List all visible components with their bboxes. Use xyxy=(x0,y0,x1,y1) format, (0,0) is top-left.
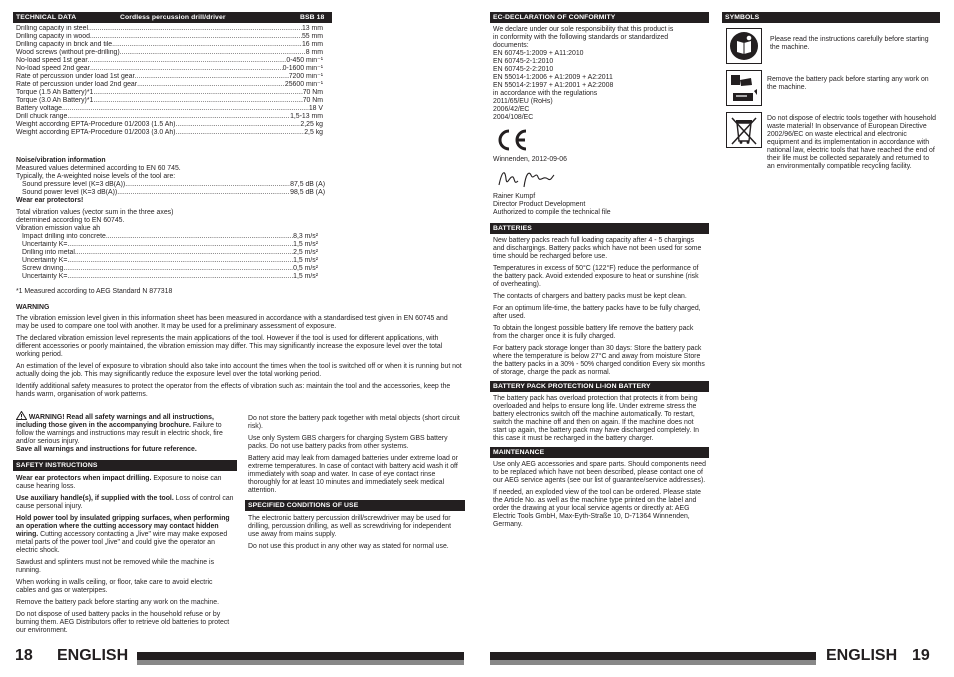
ec-line: in conformity with the following standards or standardized xyxy=(493,34,669,41)
maintenance-paragraph: If needed, an exploded view of the tool can be ordered. Please state the Article No. as well as the machine type printed on the label and order the drawing at your local service agents or directly at: AEG Electric Tools GmbH, Max-Eyth-Straße 10, D-71364 Winnenden, Germany. xyxy=(493,489,702,528)
condition-item: Do not use this product in any other way as stated for normal use. xyxy=(248,543,449,550)
row-label: Drilling capacity in wood xyxy=(16,33,90,40)
signatory-role: Director Product Development xyxy=(493,201,586,208)
row-value: 8,3 m/s² xyxy=(293,233,318,240)
row-label: Wood screws (without pre-drilling) xyxy=(16,49,120,56)
data-row xyxy=(16,41,323,49)
footer-rule xyxy=(490,652,816,660)
row-label: Impact drilling into concrete xyxy=(22,233,106,240)
data-row xyxy=(16,89,323,97)
battery-paragraph: Temperatures in excess of 50°C (122°F) reduce the performance of the battery pack. Avoid extended exposure to heat or sunshine (risk of overheating). xyxy=(493,265,699,288)
battery-paragraph: For battery pack storage longer than 30 days: Store the battery pack where the temperature is below 27°C and away from moisture Store the battery packs in a 30% - 50% charged condition Every six months of storage, charge the pack as normal. xyxy=(493,345,705,376)
product-name: Cordless percussion drill/driver xyxy=(120,14,226,21)
model-name: BSB 18 xyxy=(300,14,325,21)
row-label: Uncertainty K= xyxy=(22,257,68,264)
row-value: 70 Nm xyxy=(302,89,323,96)
safety-item: Remove the battery pack before starting any work on the machine. xyxy=(16,599,219,606)
battery-paragraph: To obtain the longest possible battery life remove the battery pack from the charger once it is fully charged. xyxy=(493,325,694,340)
row-value: 87,5 dB (A) xyxy=(290,181,325,188)
vibration-table xyxy=(16,233,318,281)
safety-item: Wear ear protectors when impact drilling. Exposure to noise can cause hearing loss. xyxy=(16,475,222,490)
ec-line: We declare under our sole responsibility that this product is xyxy=(493,26,674,33)
symbol-description: Remove the battery pack before starting any work on the machine. xyxy=(767,76,929,91)
data-row xyxy=(16,81,323,89)
technical-data-table xyxy=(16,25,323,137)
row-value: 25600 min⁻¹ xyxy=(284,81,323,88)
technical-data-title: TECHNICAL DATA xyxy=(16,14,77,21)
safety-item: Use auxiliary handle(s), if supplied with the tool. Loss of control can cause personal injury. xyxy=(16,495,234,510)
warning-paragraph: The declared vibration emission level represents the main applications of the tool. However if the tool is used for different applications, with different accessories or poorly maintained, the vibration emission may differ. This may significantly increase the exposure level over the total working period. xyxy=(16,335,443,358)
maintenance-header: MAINTENANCE xyxy=(490,447,709,458)
data-row xyxy=(16,33,323,41)
symbol-description: Please read the instructions carefully before starting the machine. xyxy=(770,36,929,51)
symbol-description: Do not dispose of electric tools together with household waste material! In observance of European Directive 2002/96/EC on waste electrical and electronic equipment and its implementation in accordance with national law, electric tools that have reached the end of their life must be collected separately and returned to an environmentally compatible recycling facility. xyxy=(767,115,936,170)
noise-title: Noise/vibration information xyxy=(16,157,106,164)
battery-note: Do not store the battery pack together with metal objects (short circuit risk). xyxy=(248,415,460,430)
row-label: Drill chuck range xyxy=(16,113,68,120)
row-label: Sound power level (K=3 dB(A)) xyxy=(22,189,118,196)
page-number: 18 xyxy=(15,647,33,664)
row-label: No-load speed 2nd gear xyxy=(16,65,90,72)
row-value: 7200 min⁻¹ xyxy=(288,73,323,80)
data-row xyxy=(16,25,323,33)
battery-protection-header: BATTERY PACK PROTECTION LI-ION BATTERY xyxy=(490,381,709,392)
row-label: Weight according EPTA-Procedure 01/2003 (3.0 Ah) xyxy=(16,129,176,136)
safety-item: When working in walls ceiling, or floor, take care to avoid electric cables and gas or waterpipes. xyxy=(16,579,213,594)
read-manual-icon xyxy=(726,28,762,64)
safety-item: Hold power tool by insulated gripping surfaces, when performing an operation where the cutting accessory may contact hidden wiring. Cutting accessory contacting a „live" wire may make exposed metal parts of the power tool „live" and could give the operator an electric shock. xyxy=(16,515,230,554)
row-value: 16 mm xyxy=(301,41,323,48)
row-value: 70 Nm xyxy=(302,97,323,104)
row-value: 0-1600 min⁻¹ xyxy=(282,65,323,72)
row-value: 1,5 m/s² xyxy=(293,273,318,280)
data-row xyxy=(16,181,325,189)
data-row xyxy=(16,113,323,121)
place-date: Winnenden, 2012-09-06 xyxy=(493,156,567,163)
data-row xyxy=(16,65,323,73)
ec-line: EN 55014-1:2006 + A1:2009 + A2:2011 xyxy=(493,74,613,81)
footer-rule xyxy=(137,652,464,660)
row-value: 1,5 m/s² xyxy=(293,257,318,264)
footer-rule-shade xyxy=(490,660,816,665)
row-label: Sound pressure level (K=3 dB(A)) xyxy=(22,181,126,188)
row-value: 2,5 kg xyxy=(304,129,323,136)
ec-line: 2004/108/EC xyxy=(493,114,534,121)
symbols-header: SYMBOLS xyxy=(722,12,940,23)
signature-icon xyxy=(496,167,556,191)
ce-mark xyxy=(494,128,709,154)
row-label: Drilling capacity in brick and tile xyxy=(16,41,113,48)
noise-intro: Measured values determined according to EN 60 745. xyxy=(16,165,181,172)
row-value: 55 mm xyxy=(301,33,323,40)
ec-line: in accordance with the regulations xyxy=(493,90,598,97)
vibration-intro-3: Vibration emission value ah xyxy=(16,225,101,232)
row-value: 0-450 min⁻¹ xyxy=(286,57,323,64)
data-row xyxy=(16,73,323,81)
ec-line: documents: xyxy=(493,42,529,49)
noise-intro-2: Typically, the A-weighted noise levels of the tool are: xyxy=(16,173,176,180)
ec-line: EN 60745-2-1:2010 xyxy=(493,58,554,65)
footnote: *1 Measured according to AEG Standard N 877318 xyxy=(16,288,173,295)
page-number: 19 xyxy=(912,647,930,664)
data-row xyxy=(16,273,318,281)
battery-note: Use only System GBS chargers for charging System GBS battery packs. Do not use battery packs from other systems. xyxy=(248,435,448,450)
row-value: 98,5 dB (A) xyxy=(290,189,325,196)
specified-conditions-header: SPECIFIED CONDITIONS OF USE xyxy=(245,500,465,511)
language-label: ENGLISH xyxy=(826,647,898,664)
left-page-footer xyxy=(0,646,470,666)
ec-declaration-text xyxy=(490,23,709,122)
row-label: Rate of percussion under load 1st gear xyxy=(16,73,135,80)
row-label: Screw driving xyxy=(22,265,64,272)
row-value: 8 mm xyxy=(305,49,323,56)
warning-paragraph: Identify additional safety measures to protect the operator from the effects of vibration such as: maintain the tool and the accessories, keep the hands warm, organisation of work patterns. xyxy=(16,383,451,398)
right-column-1 xyxy=(490,12,709,533)
warning-title: WARNING xyxy=(16,304,50,311)
battery-notes-column xyxy=(248,415,462,555)
ec-line: 2011/65/EU (RoHs) xyxy=(493,98,553,105)
data-row xyxy=(16,265,318,273)
condition-item: The electronic battery percussion drill/screwdriver may be used for drilling, percussion drilling, as well as screwdriving for independent use away from mains supply. xyxy=(248,515,451,538)
ec-line: EN 55014-2:1997 + A1:2001 + A2:2008 xyxy=(493,82,614,89)
battery-paragraph: New battery packs reach full loading capacity after 4 - 5 chargings and dischargings. Battery packs which have not been used for some time should be recharged before use. xyxy=(493,237,702,260)
data-row xyxy=(16,129,323,137)
data-row xyxy=(16,97,323,105)
row-label: No-load speed 1st gear xyxy=(16,57,88,64)
battery-note: Battery acid may leak from damaged batteries under extreme load or extreme temperatures. In case of contact with battery acid wash it off immediately with soap and water. In case of eye contact rinse thoroughly for at least 10 minutes and immediately seek medical attention. xyxy=(248,455,458,494)
noise-table xyxy=(16,181,325,197)
data-row xyxy=(16,233,318,241)
warning-triangle-icon xyxy=(16,411,27,420)
data-row xyxy=(16,121,323,129)
read-warnings-note: WARNING! Read all safety warnings and all instructions, including those given in the accompanying brochure. Failure to follow the warnings and instructions may result in electric shock, fire and/or serious injury. Save all warnings and instructions for future reference. xyxy=(16,411,234,454)
ec-line: 2006/42/EC xyxy=(493,106,530,113)
row-value: 18 V xyxy=(308,105,323,112)
row-value: 1,5-13 mm xyxy=(290,113,323,120)
row-label: Rate of percussion under load 2nd gear xyxy=(16,81,138,88)
safety-column xyxy=(16,411,234,639)
warning-section xyxy=(16,304,462,403)
maintenance-paragraph: Use only AEG accessories and spare parts. Should components need to be replaced which have not been described, please contact one of our AEG service agents (see our list of guarantee/service addresses). xyxy=(493,461,706,484)
row-label: Drilling into metal xyxy=(22,249,75,256)
ce-mark-icon xyxy=(494,128,530,152)
warning-paragraph: An estimation of the level of exposure to vibration should also take into account the times when the tool is switched off or when it is running but not actually doing the job. This may significantly reduce the exposure level over the total working period. xyxy=(16,363,462,378)
right-page-footer xyxy=(484,646,954,666)
right-column-2 xyxy=(722,12,940,23)
weee-bin-icon xyxy=(726,112,762,148)
remove-battery-icon xyxy=(726,70,762,106)
row-label: Uncertainty K= xyxy=(22,241,68,248)
footer-rule-shade xyxy=(137,660,464,665)
vibration-intro: Total vibration values (vector sum in the three axes) xyxy=(16,209,174,216)
row-label: Drilling capacity in steel xyxy=(16,25,88,32)
row-value: 1,5 m/s² xyxy=(293,241,318,248)
safety-item: Sawdust and splinters must not be removed while the machine is running. xyxy=(16,559,215,574)
row-label: Weight according EPTA-Procedure 01/2003 (1.5 Ah) xyxy=(16,121,176,128)
signatory-name: Rainer Kumpf xyxy=(493,193,536,200)
row-value: 2,5 m/s² xyxy=(293,249,318,256)
row-label: Uncertainty K= xyxy=(22,273,68,280)
ec-line: EN 60745-2-2:2010 xyxy=(493,66,554,73)
warning-paragraph: The vibration emission level given in this information sheet has been measured in accordance with a standardised test given in EN 60745 and may be used to compare one tool with another. It may be used for a preliminary assessment of exposure. xyxy=(16,315,448,330)
battery-paragraph: The contacts of chargers and battery packs must be kept clean. xyxy=(493,293,687,300)
ec-line: EN 60745-1:2009 + A11:2010 xyxy=(493,50,584,57)
safety-instructions-header: SAFETY INSTRUCTIONS xyxy=(13,460,237,471)
language-label: ENGLISH xyxy=(57,647,129,664)
technical-data-header xyxy=(13,12,332,23)
data-row xyxy=(16,189,325,197)
data-row xyxy=(16,49,323,57)
ear-protectors-note: Wear ear protectors! xyxy=(16,197,84,204)
data-row xyxy=(16,257,318,265)
safety-item: Do not dispose of used battery packs in the household refuse or by burning them. AEG Distributors offer to retrieve old batteries to protect our environment. xyxy=(16,611,230,634)
authorized-note: Authorized to compile the technical file xyxy=(493,209,611,216)
data-row xyxy=(16,249,318,257)
batteries-header: BATTERIES xyxy=(490,223,709,234)
ec-declaration-header: EC-DECLARATION OF CONFORMITY xyxy=(490,12,709,23)
row-value: 2,25 kg xyxy=(300,121,323,128)
noise-vibration-section xyxy=(16,157,336,296)
data-row xyxy=(16,105,323,113)
data-row xyxy=(16,57,323,65)
row-value: 13 mm xyxy=(301,25,323,32)
row-label: Battery voltage xyxy=(16,105,62,112)
vibration-intro-2: determined according to EN 60745. xyxy=(16,217,125,224)
row-label: Torque (1.5 Ah Battery)*1 xyxy=(16,89,94,96)
signature xyxy=(496,167,709,193)
data-row xyxy=(16,241,318,249)
row-label: Torque (3.0 Ah Battery)*1 xyxy=(16,97,94,104)
protection-paragraph: The battery pack has overload protection that protects it from being overloaded and helps to ensure long life. Under extreme stress the battery electronics switch off the machine automatically. To restart, switch the machine off and then on again. If the machine does not start up again, the battery pack may have discharged completely. In this case it must be recharged in the battery charger. xyxy=(493,395,699,442)
row-value: 0,5 m/s² xyxy=(293,265,318,272)
battery-paragraph: For an optimum life-time, the battery packs have to be fully charged, after used. xyxy=(493,305,701,320)
